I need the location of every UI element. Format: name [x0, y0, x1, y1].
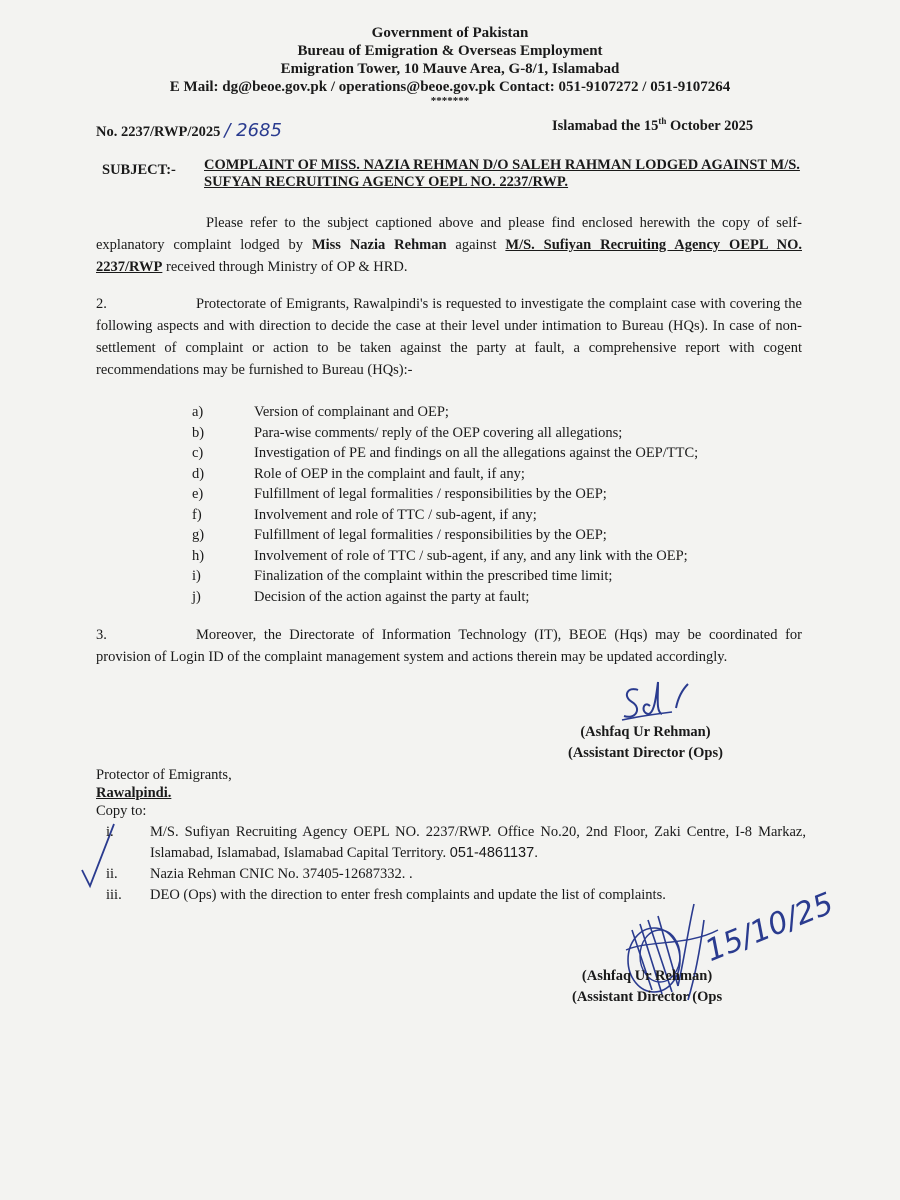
date-rest: October 2025 [666, 117, 754, 134]
list-marker: e) [192, 486, 204, 502]
list-item [192, 566, 698, 587]
letterhead-government: Government of Pakistan [371, 25, 529, 41]
copy-recipient: DEO (Ops) with the direction to enter fresh complaints and update the list of complaints. [150, 887, 666, 903]
addressee-name: Protector of Emigrants, [96, 767, 232, 783]
paragraph-3 [96, 624, 802, 668]
list-marker: b) [192, 424, 205, 441]
list-item [106, 822, 806, 864]
list-marker: f) [192, 506, 202, 523]
letterhead-contact: E Mail: dg@beoe.gov.pk / operations@beoe.gov.pk Contact: 051-9107272 / 051-9107264 [169, 79, 731, 95]
list-text: Investigation of PE and findings on all the allegations against the OEP/TTC; [254, 445, 699, 461]
handwritten-date: 15/10/25 [700, 886, 839, 969]
paragraph-3-number: 3. [96, 627, 107, 643]
letterhead-address: Emigration Tower, 10 Mauve Area, G-8/1, Islamabad [280, 61, 620, 77]
list-text: Fulfillment of legal formalities / responsibilities by the OEP; [254, 527, 607, 543]
para1-against: against [446, 237, 506, 253]
list-item [192, 587, 698, 608]
signatory-title: (Assistant Director (Ops) [568, 745, 723, 761]
paragraph-2 [96, 293, 802, 381]
addressee-block [96, 766, 232, 820]
list-item [192, 484, 698, 505]
list-item [106, 864, 806, 885]
paragraph-2-number: 2. [96, 296, 107, 312]
subject-label: SUBJECT:- [102, 162, 176, 178]
list-item [192, 546, 698, 567]
list-item [192, 505, 698, 526]
list-text: Involvement of role of TTC / sub-agent, if any, and any link with the OEP; [254, 547, 688, 564]
list-item [192, 525, 698, 546]
aspects-list [192, 402, 698, 607]
list-item [192, 423, 698, 444]
para1-tail: received through Ministry of OP & HRD. [162, 259, 408, 275]
complainant-name: Miss Nazia Rehman [311, 237, 447, 253]
copy-number: i. [106, 824, 114, 840]
letter-date [552, 116, 753, 135]
list-text: Para-wise comments/ reply of the OEP covering all allegations; [254, 424, 623, 441]
copy-to-label: Copy to: [96, 803, 147, 819]
copy-recipient: Nazia Rehman CNIC No. 37405-12687332. . [150, 866, 413, 882]
list-text: Role of OEP in the complaint and fault, if any; [254, 465, 525, 482]
list-marker: h) [192, 547, 205, 564]
letterhead [0, 24, 900, 106]
signature-block-2 [572, 966, 722, 1008]
signatory-name: (Ashfaq Ur Rehman) [580, 724, 711, 740]
addressee-city: Rawalpindi. [96, 785, 172, 801]
list-text: Version of complainant and OEP; [254, 404, 449, 420]
list-item [192, 443, 698, 464]
list-item [192, 402, 698, 423]
reference-number-text: No. 2237/RWP/2025 [96, 124, 221, 140]
signature-block-1 [568, 722, 723, 764]
list-text: Involvement and role of TTC / sub-agent, if any; [254, 506, 537, 523]
handwritten-diary-number: / 2685 [224, 120, 282, 141]
list-text: Fulfillment of legal formalities / responsibilities by the OEP; [254, 486, 607, 502]
date-prefix: Islamabad the 15 [552, 117, 659, 134]
reference-number [96, 120, 282, 141]
signatory-name: (Ashfaq Ur Rehman) [581, 968, 713, 984]
subject-text: COMPLAINT OF MISS. NAZIA REHMAN D/O SALEH RAHMAN LODGED AGAINST M/S. SUFYAN RECRUITING AGENCY OEPL NO. 2237/RWP. [204, 157, 800, 190]
date-ordinal: th [658, 116, 667, 126]
list-item [192, 464, 698, 485]
signatory-title: (Assistant Director (Ops [572, 989, 723, 1005]
list-marker: g) [192, 527, 205, 543]
copy-number: ii. [106, 866, 118, 882]
handwritten-sd-signature-icon [616, 678, 696, 728]
letterhead-bureau: Bureau of Emigration & Overseas Employment [297, 43, 603, 59]
copy-number: iii. [106, 887, 122, 903]
list-marker: j) [192, 588, 201, 605]
list-text: Decision of the action against the party at fault; [254, 588, 530, 605]
copy-phone: 051-4861137. [449, 845, 539, 861]
list-text: Finalization of the complaint within the prescribed time limit; [254, 568, 613, 584]
list-marker: a) [192, 404, 204, 420]
copy-recipient: M/S. Sufiyan Recruiting Agency OEPL NO. 2237/RWP. Office No.20, 2nd Floor, Zaki Centre, I-8 Markaz, Islamabad, Islamabad, Islamabad Capital Territory. [150, 824, 806, 861]
para1-text: Please refer to the subject captioned above and please find enclosed herewith the copy of self-explanatory complaint lodged by [96, 215, 802, 253]
copy-text [150, 822, 806, 864]
paragraph-2-text: Protectorate of Emigrants, Rawalpindi's is requested to investigate the complaint case with covering the following aspects and with direction to decide the case at their level under intimation to Bureau (HQs). In case of non-settlement of complaint or action to be taken against the party at fault, a comprehensive report with cogent recommendations may be furnished to Bureau (HQs):- [96, 296, 802, 378]
paragraph-3-text: Moreover, the Directorate of Information Technology (IT), BEOE (Hqs) may be coordinated for provision of Login ID of the complaint management system and actions therein may be updated accordingly. [96, 627, 802, 665]
list-marker: i) [192, 568, 201, 584]
list-marker: d) [192, 465, 205, 482]
letterhead-separator: ******* [430, 95, 470, 107]
paragraph-1 [96, 212, 802, 278]
list-marker: c) [192, 445, 204, 461]
agency-name: M/S. Sufiyan Recruiting Agency OEPL NO. 2237/RWP [96, 237, 802, 275]
